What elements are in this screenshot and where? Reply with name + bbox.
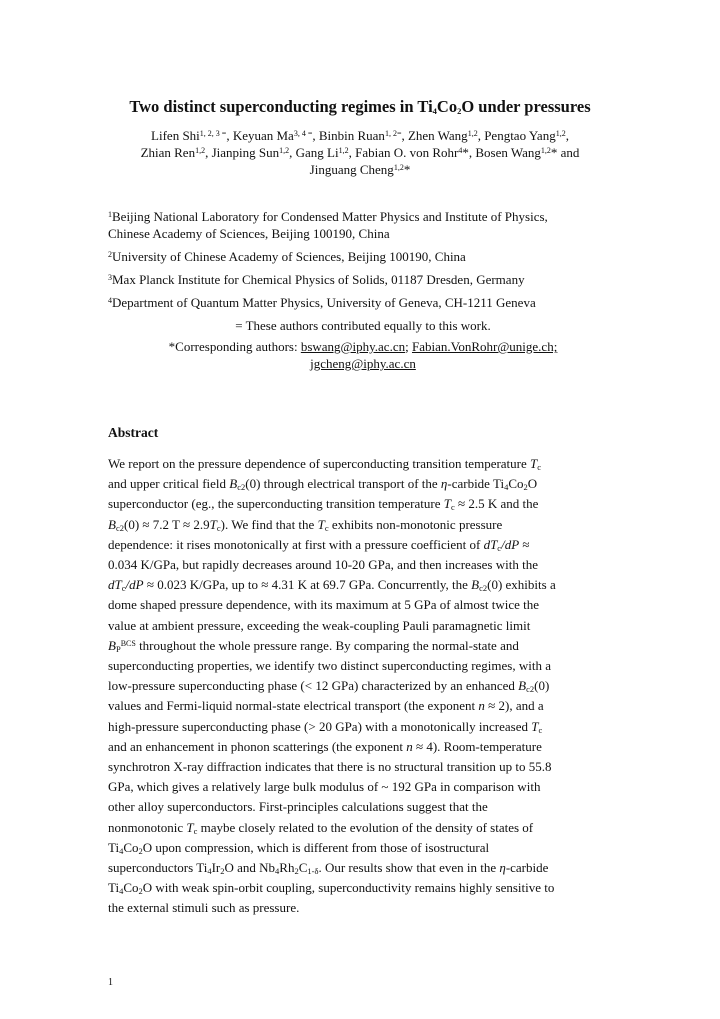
affiliations — [108, 208, 618, 378]
affiliation-1: $^1$Beijing National Laboratory for Condensed Matter Physics and Institute of Physics, Chinese Academy of Sciences, Beijing 100190, China — [108, 209, 548, 241]
email-link-jgcheng[interactable]: jgcheng@iphy.ac.cn — [310, 356, 416, 371]
email-link-vonrohr[interactable]: Fabian.VonRohr@unige.ch; — [411, 339, 558, 354]
corresponding-authors: *Corresponding authors: bswang@iphy.ac.cn; Fabian.VonRohr@unige.ch; jgcheng@iphy.ac.cn — [168, 339, 558, 371]
page-number: 1 — [108, 977, 113, 988]
equal-contribution-note: = These authors contributed equally to this work. — [235, 318, 491, 333]
paper-title: Two distinct superconducting regimes in $Ti_4Co_2O$ under pressures — [129, 97, 591, 116]
email-link-bswang[interactable]: bswang@iphy.ac.cn — [300, 339, 406, 354]
author-list: Lifen Shi$^{1, 2, 3 =}$, Keyuan $Ma^{3, 4 =}$, Binbin Ruan$^{1, 2=}$, Zhen Wang$^{1,2}$, Pengtao Yang$^{1,2}$, Zhian Ren$^{1,2}$, Jianping Sun$^{1,2}$, Gang Li$^{1,2}$, Fabian O. von Rohr$^4$*, Bosen Wang$^{1,2}$* and Jinguang Cheng$^{1,2}$* — [140, 128, 580, 177]
affiliation-2: $^2$University of Chinese Academy of Sciences, Beijing 100190, China — [108, 249, 466, 264]
abstract-heading: Abstract — [108, 425, 159, 440]
affiliation-4: $^4$Department of Quantum Matter Physics, University of Geneva, CH-1211 Geneva — [108, 295, 536, 310]
abstract-body: We report on the pressure dependence of superconducting transition temperature $T_c$ and upper critical field $B_{c2}(0)$ through electrical transport of the η-carbide $Ti_4Co_2O$ superconductor (eg., the superconducting transition temperature $T_c \approx 2.5$ K and the $B_{c2}(0) \approx 7.2$ $T \approx 2.9T_c$). We find that the $T_c$ exhibits non-monotonic pressure dependence: it rises monotonically at first with a pressure coefficient of $dT_c/dP$ ≈ 0.034 K/GPa, but rapidly decreases around 10-20 GPa, and then increases with the $dT_c/dP \approx 0.023$ K/GPa, up to ≈ 4.31 K at 69.7 GPa. Concurrently, the $B_{c2}(0)$ exhibits a dome shaped pressure dependence, with its maximum at 5 GPa of almost twice the value at ambient pressure, exceeding the weak-coupling Pauli paramagnetic limit $B_P^{BCS}$ throughout the whole pressure range. By comparing the normal-state and superconducting properties, we identify two distinct superconducting regimes, with a low-pressure superconducting phase (< 12 GPa) characterized by an enhanced $B_{c2}(0)$ values and Fermi-liquid normal-state electrical transport (the exponent n ≈ 2), and a high-pressure superconducting phase (> 20 GPa) with a monotonically increased $T_c$ and an enhancement in phonon scatterings (the exponent n ≈ 4). Room-temperature synchrotron X-ray diffraction indicates that there is no structural transition up to 55.8 GPa, which gives a relatively large bulk modulus of ~ 192 GPa in comparison with other alloy superconductors. First-principles calculations suggest that the nonmonotonic $T_c$ maybe closely related to the evolution of the density of states of $Ti_4Co_2O$ upon compression, which is different from those of isostructural superconductors $Ti_4Ir_2O$ and $Nb_4Rh_2C_{1-\delta}$. Our results show that even in the η-carbide $Ti_4Co_2O$ with weak spin-orbit coupling, superconductivity remains highly sensitive to the external stimuli such as pressure. — [108, 456, 556, 916]
affiliation-3: $^3$Max Planck Institute for Chemical Physics of Solids, 01187 Dresden, Germany — [108, 272, 525, 287]
